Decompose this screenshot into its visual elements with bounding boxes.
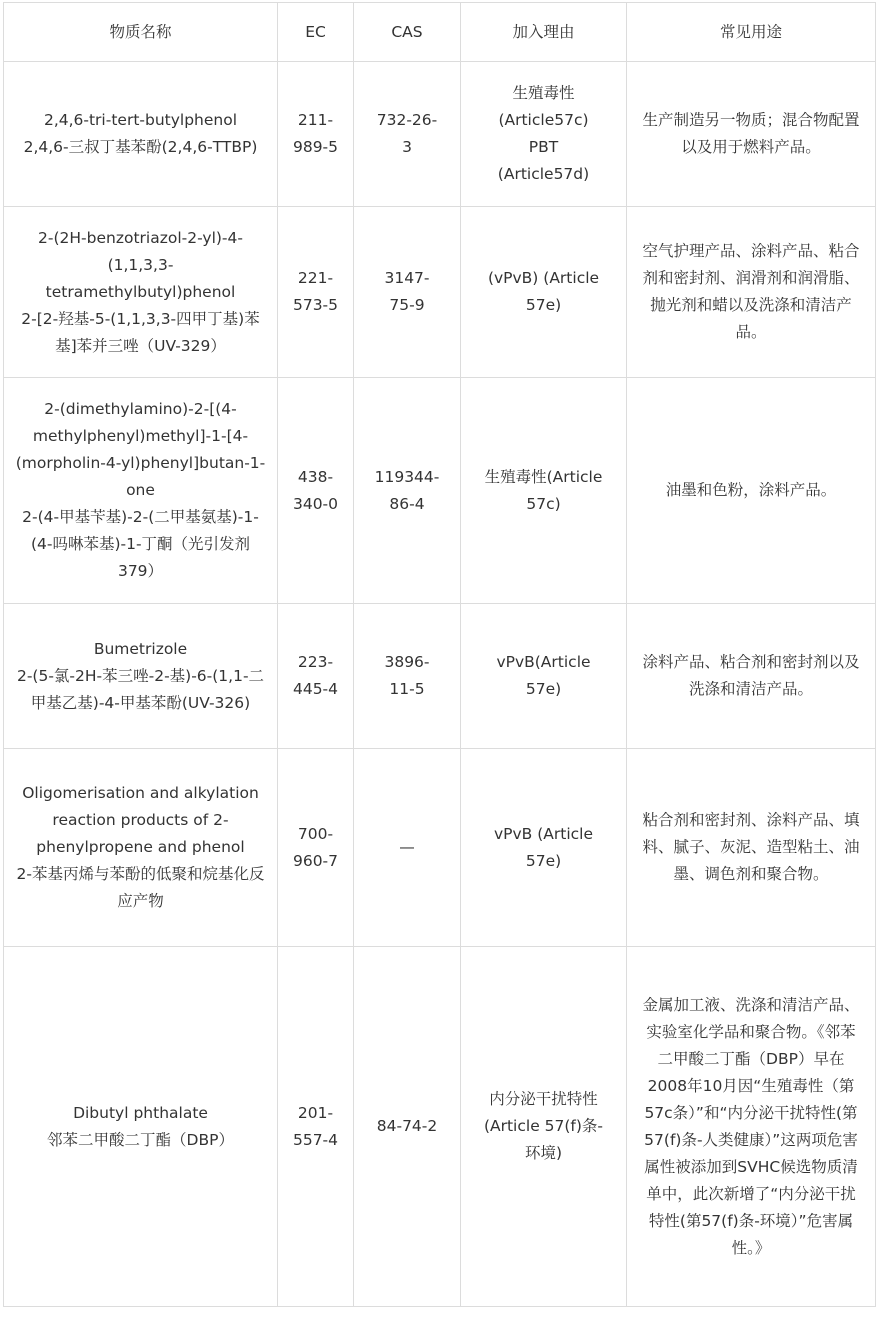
reason-text: (vPvB) (Article 57e) — [487, 269, 600, 314]
substance-name-cell — [4, 604, 278, 749]
reason-cell — [461, 207, 627, 378]
header-reason: 加入理由 — [461, 3, 627, 62]
substance-name-en: Oligomerisation and alkylation reaction products of 2-phenylpropene and phenol — [22, 784, 259, 856]
header-common-use: 常见用途 — [627, 3, 876, 62]
header-cas: CAS — [354, 3, 461, 62]
table-row — [4, 378, 876, 604]
substance-name-en: Bumetrizole — [93, 639, 188, 658]
substance-name-zh: 邻苯二甲酸二丁酯（DBP） — [47, 1130, 234, 1149]
table-row — [4, 207, 876, 378]
substance-name-cell — [4, 207, 278, 378]
cas-number: 3147-75-9 — [354, 207, 461, 378]
substance-name-cell — [4, 947, 278, 1307]
reason-cell — [461, 62, 627, 207]
cas-number: 119344-86-4 — [354, 378, 461, 604]
header-row — [4, 3, 876, 62]
reason-cell — [461, 378, 627, 604]
substance-name-zh: 2-[2-羟基-5-(1,1,3,3-四甲丁基)苯基]苯并三唑（UV-329） — [21, 309, 260, 355]
ec-number: 700-960-7 — [278, 749, 354, 947]
substance-name-cell — [4, 62, 278, 207]
common-use: 粘合剂和密封剂、涂料产品、填料、腻子、灰泥、造型粘土、油墨、调色剂和聚合物。 — [627, 749, 876, 947]
table-row — [4, 749, 876, 947]
reason-cell — [461, 604, 627, 749]
reason-text: vPvB (Article 57e) — [493, 824, 594, 870]
reason-text: PBT (Article57d) — [497, 138, 590, 183]
table-row — [4, 947, 876, 1307]
table-row — [4, 604, 876, 749]
cas-number: 732-26-3 — [354, 62, 461, 207]
substance-name-en: 2,4,6-tri-tert-butylphenol — [43, 111, 238, 129]
substance-name-en: 2-(2H-benzotriazol-2-yl)-4-(1,1,3,3-tetramethylbutyl)phenol — [38, 228, 243, 301]
reason-text: vPvB(Article 57e) — [496, 653, 591, 698]
common-use: 涂料产品、粘合剂和密封剂以及洗涤和清洁产品。 — [627, 604, 876, 749]
common-use: 金属加工液、洗涤和清洁产品、实验室化学品和聚合物。《邻苯二甲酸二丁酯（DBP）早在2008年10月因“生殖毒性（第57c条）”和“内分泌干扰特性(第57(f)条-人类健康）”这两项危害属性被添加到SVHC候选物质清单中，此次新增了“内分泌干扰特性(第57(f)条-环境）”危害属性。》 — [627, 947, 876, 1307]
substance-name-zh: 2-(5-氯-2H-苯三唑-2-基)-6-(1,1-二甲基乙基)-4-甲基苯酚(UV-326) — [16, 666, 265, 712]
header-ec: EC — [278, 3, 354, 62]
ec-number: 438-340-0 — [278, 378, 354, 604]
cas-number: 84-74-2 — [354, 947, 461, 1307]
reason-text: 生殖毒性(Article 57c) — [484, 467, 603, 513]
substance-name-cell — [4, 749, 278, 947]
reason-cell — [461, 947, 627, 1307]
table-row — [4, 62, 876, 207]
svhc-table — [3, 2, 876, 1307]
common-use: 油墨和色粉，涂料产品。 — [627, 378, 876, 604]
substance-name-en: Dibutyl phthalate — [73, 1103, 208, 1122]
common-use: 生产制造另一物质；混合物配置以及用于燃料产品。 — [627, 62, 876, 207]
substance-name-zh: 2-苯基丙烯与苯酚的低聚和烷基化反应产物 — [16, 865, 265, 910]
reason-text: 生殖毒性(Article57c) — [498, 84, 589, 129]
ec-number: 223-445-4 — [278, 604, 354, 749]
cas-number: — — [354, 749, 461, 947]
ec-number: 201-557-4 — [278, 947, 354, 1307]
substance-name-zh: 2,4,6-三叔丁基苯酚(2,4,6-TTBP) — [23, 138, 258, 156]
ec-number: 211-989-5 — [278, 62, 354, 207]
reason-text: 内分泌干扰特性(Article 57(f)条-环境) — [483, 1090, 604, 1162]
cas-number: 3896-11-5 — [354, 604, 461, 749]
substance-name-zh: 2-(4-甲基苄基)-2-(二甲基氨基)-1-(4-吗啉苯基)-1-丁酮（光引发剂379） — [22, 508, 259, 580]
reason-cell — [461, 749, 627, 947]
common-use: 空气护理产品、涂料产品、粘合剂和密封剂、润滑剂和润滑脂、抛光剂和蜡以及洗涤和清洁产品。 — [627, 207, 876, 378]
substance-name-en: 2-(dimethylamino)-2-[(4-methylphenyl)methyl]-1-[4-(morpholin-4-yl)phenyl]butan-1-one — [15, 400, 266, 499]
header-substance-name: 物质名称 — [4, 3, 278, 62]
substance-name-cell — [4, 378, 278, 604]
ec-number: 221-573-5 — [278, 207, 354, 378]
